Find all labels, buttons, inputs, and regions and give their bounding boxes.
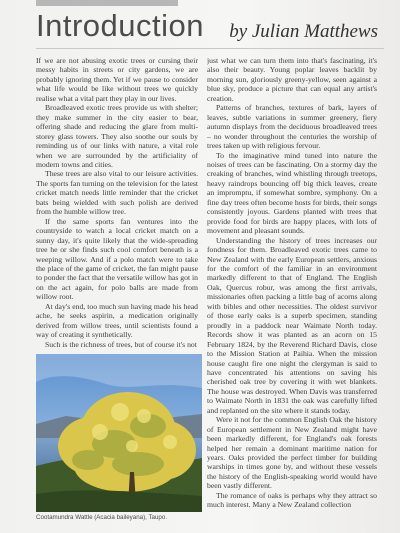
paragraph: Such is the richness of trees, but of course it's not xyxy=(45,339,197,348)
wattle-tree-photo xyxy=(36,354,202,512)
paragraph: The romance of oaks is perhaps why they attract so much interest. Many a New Zealand collection xyxy=(207,490,377,510)
author-byline: by Julian Matthews xyxy=(229,21,378,42)
paragraph: If we are not abusing exotic trees or cursing their messy habits in streets or city gardens, we are probably ignoring them. Yet if we pause to consider what life would be like without trees we quickly realise what a vital part they play in our lives. xyxy=(36,56,198,103)
paragraph: Were it not for the common English Oak the history of European settlement in New Zealand might have been markedly different, for England's oak forests helped her remain a dominant maritime nation for years. Oaks provided the perfect timber for building warships in times gone by, and without these vessels the history of the English-speaking world would have been vastly different. xyxy=(207,415,377,491)
paragraph: These trees are also vital to our leisure activities. The sports fan turning on the television for the latest cricket match needs little reminder that the cricket bats being wielded with such polish are derived from the humble willow tree. xyxy=(36,169,198,217)
paragraph: To the imaginative mind tuned into nature the noises of trees can be fascinating. On a stormy day the creaking of branches, wind whistling through treetops, heavy raindrops bouncing off big thick leaves, create an impromptu, if somewhat sombre, symphony. On a fine day trees often become hosts for birds, their songs consistently joyous. Gardens planted with trees that provide food for birds are happy places, with lots of movement and pleasant sounds. xyxy=(207,150,377,236)
left-text-column xyxy=(36,56,198,348)
photo-caption: Cootamundra Wattle (Acacia baileyana), Taupo. xyxy=(36,514,168,521)
page-title: Introduction xyxy=(36,8,204,43)
paragraph: Understanding the history of trees increases our fondness for them. Broadleaved exotic trees came to New Zealand with the early European settlers, anxious for the comfort of the familiar in an environment markedly different to that of England. The English Oak, Quercus robur, was among the first arrivals, missionaries often packing a little bag of acorns along with bibles and other necessities. The oldest survivor of those early oaks is a superb specimen, standing proudly in a paddock near Waimate North today. Records show it was planted as an acorn on 15 February 1824, by the Reverend Richard Davis, close to the Mission Station at Paihia. When the mission house caught fire one night the clergyman is said to have concentrated his attentions on saving his cherished oak tree by covering it with wet blankets. The house was destroyed. When Davis was transferred to Waimate North in 1831 the oak was carefully lifted and replanted on the site where it stands today. xyxy=(207,235,377,415)
paragraph: Patterns of branches, textures of bark, layers of leaves, subtle variations in summer greenery, fiery autumn displays from the deciduous broadleaved trees – no wonder throughout the centuries the worship of trees taken up with religious fervour. xyxy=(207,103,377,151)
paragraph: If the same sports fan ventures into the countryside to watch a local cricket match on a sunny day, it's quite likely that the wide-spreading tree he or she finds such cool comfort beneath is a weeping willow. And if a polo match were to take the place of the game of cricket, the fan might pause to ponder the fact that the versatile willow has got in on the act again, for polo balls are made from willow root. xyxy=(36,216,198,302)
paragraph: At day's end, too much sun having made his head ache, he seeks aspirin, a medication originally derived from willow trees, until scientists found a way of creating it synthetically. xyxy=(36,301,198,340)
paragraph: Broadleaved exotic trees provide us with shelter; they make summer in the city easier to bear, offering shade and reducing the glare from multi-storey glass towers. They also soothe our souls by reminding us of our links with nature, a vital role when we are surrounded by the artificiality of modern towns and cities. xyxy=(36,103,198,169)
right-text-column xyxy=(207,56,377,530)
header-band xyxy=(36,0,178,6)
header-rule xyxy=(36,48,384,49)
paragraph: just what we can turn them into that's fascinating, it's also their beauty. Young poplar leaves backlit by morning sun, gloriously greeny-yellow, seen against a blue sky, produce a picture that can equal any artist's creation. xyxy=(207,56,377,103)
wattle-tree-illustration xyxy=(36,354,202,512)
